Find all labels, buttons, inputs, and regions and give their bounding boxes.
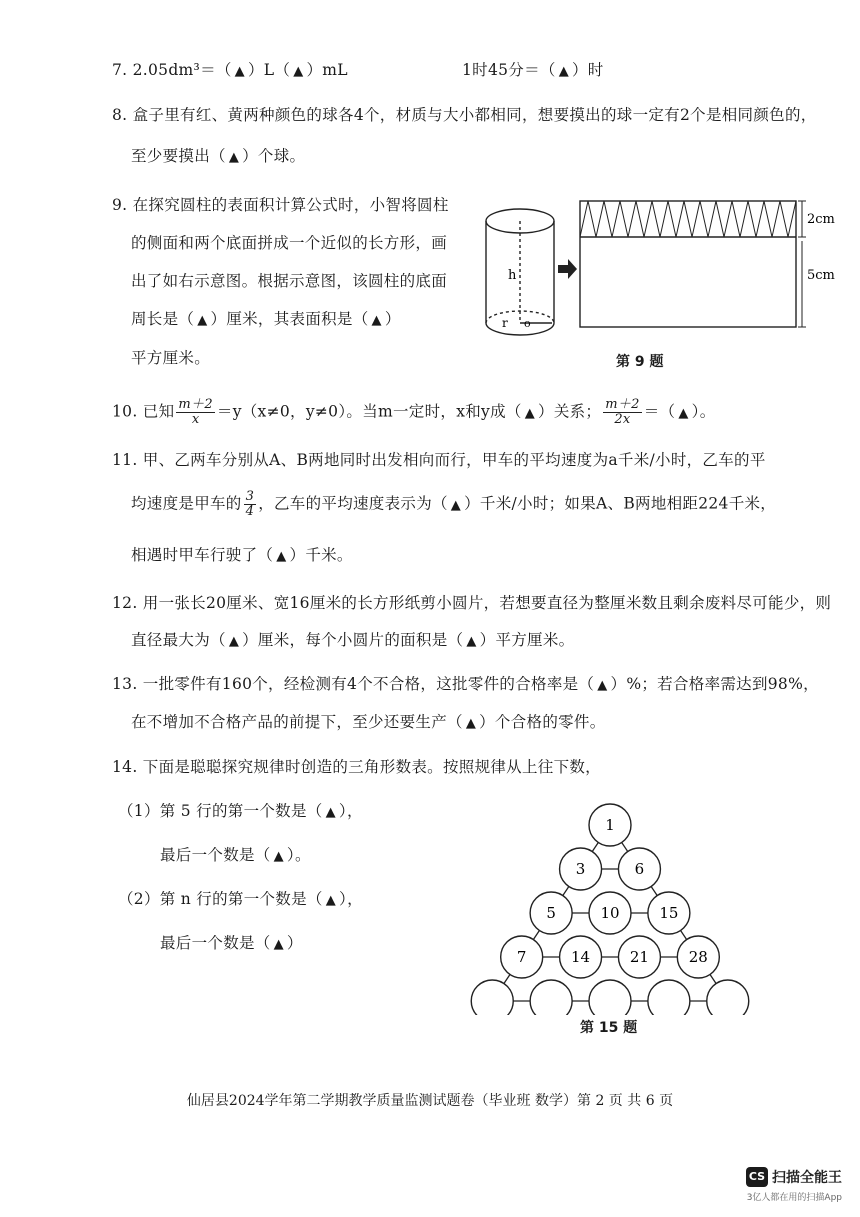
q14-text-4b: ） [286,934,303,952]
answer-blank-marker: ▲ [325,805,336,820]
q7-text-1: 2.05dm³＝（ [132,61,232,79]
question-7 [112,60,348,82]
q14-text-3a: （2）第 n 行的第一个数是（ [118,890,323,908]
figure-15-caption: 第 15 题 [580,1020,638,1036]
q12-text-b: ）厘米，每个小圆片的面积是（ [242,631,464,649]
answer-blank-marker: ▲ [293,64,304,79]
q14-text-3b: ）， [339,890,363,908]
q10-text-c: ）关系； [538,402,602,421]
answer-blank-marker: ▲ [678,405,689,421]
question-9-line-4 [131,309,401,331]
cylinder-radius-label: r [502,316,508,330]
cylinder-center-label: o [524,317,531,330]
question-14-part-1 [118,801,363,823]
fraction-numerator: m＋2 [605,397,640,412]
q9-text-c: ） [384,310,401,328]
q11-text-c: ）千米/小时；如果A、B两地相距224千米， [464,494,777,513]
answer-blank-marker: ▲ [276,549,287,564]
number-circle [471,980,513,1015]
question-14-part-1-last [160,845,311,867]
question-11-line-3 [131,545,353,567]
cylinder-unfold-figure [480,195,840,345]
answer-blank-marker: ▲ [325,893,337,908]
q10-text-a: 10. 已知 [112,402,175,421]
q7-text-3: ）mL [306,61,348,79]
q7-text-4: 1时45分＝（ [462,61,556,79]
answer-blank-marker: ▲ [228,634,240,649]
question-14-intro: 14. 下面是聪聪探究规律时创造的三角形数表。按照规律从上往下数， [112,758,601,776]
q13-text-a: 13. 一批零件有160个，经检测有4个不合格，这批零件的合格率是（ [112,675,595,693]
number-circle-value: 7 [516,948,527,966]
answer-blank-marker: ▲ [228,150,240,165]
cylinder-height-label: h [508,268,517,283]
number-circle [707,980,749,1015]
q9-text-a: 周长是（ [131,310,195,328]
camscanner-logo-icon: CS [746,1167,768,1187]
question-9-line-2: 的侧面和两个底面拼成一个近似的长方形，画 [131,234,448,252]
q14-text-2a: 最后一个数是（ [160,846,271,864]
number-circle-value: 28 [688,948,708,966]
q14-text-1b: ）， [338,802,363,820]
q13-text-c: 在不增加不合格产品的前提下，至少还要生产（ [131,713,463,731]
question-10 [112,398,716,432]
cylinder-drawing [486,209,554,335]
q14-text-1a: （1）第 5 行的第一个数是（ [118,802,323,820]
number-circle-value: 10 [600,904,620,922]
question-9-line-5: 平方厘米。 [131,349,211,367]
dimension-5cm-label: 5cm [807,268,835,283]
right-arrow-icon [558,259,577,279]
answer-blank-marker: ▲ [234,64,245,79]
number-circle-value: 1 [605,816,615,834]
fraction-numerator: m＋2 [178,397,213,412]
q13-text-b: ）%；若合格率需达到98%， [610,675,819,693]
fraction-denominator: 2x [614,412,631,427]
answer-blank-marker: ▲ [450,497,462,513]
q8-text-b: ）个球。 [242,147,306,165]
question-8-line-2 [131,146,305,168]
q12-text-c: ）平方厘米。 [479,631,575,649]
question-8-line-1: 8. 盒子里有红、黄两种颜色的球各4个，材质与大小都相同，想要摸出的球一定有2个是相同颜色的， [112,106,817,124]
zigzag-sectors [580,201,796,237]
q11-text-e: ）千米。 [289,546,353,564]
dimension-2cm-label: 2cm [807,212,835,227]
fraction-three-quarters [244,490,257,519]
number-circle [530,980,572,1015]
q10-text-b: ＝y（x≠0，y≠0）。当m一定时，x和y成（ [216,402,522,421]
watermark-tagline: 3亿人都在用的扫描App [746,1192,842,1203]
answer-blank-marker: ▲ [273,849,284,864]
number-circle [589,980,631,1015]
number-circle [648,980,690,1015]
q9-text-b: ）厘米，其表面积是（ [210,310,369,328]
answer-blank-marker: ▲ [466,634,477,649]
question-9-line-3: 出了如右示意图。根据示意图，该圆柱的底面 [131,272,448,290]
fraction-m-plus-2-over-2x [603,398,642,427]
answer-blank-marker: ▲ [465,716,477,731]
triangle-number-table [460,795,760,1015]
answer-blank-marker: ▲ [371,313,382,328]
q7-text-5: ）时 [572,61,604,79]
answer-blank-marker: ▲ [197,313,208,328]
question-14-part-2 [118,889,363,911]
figure-9-caption: 第 9 题 [616,354,664,370]
q11-text-d: 相遇时甲车行驶了（ [131,546,274,564]
q11-text-b: ，乙车的平均速度表示为（ [258,494,448,513]
question-11-line-1: 11. 甲、乙两车分别从A、B两地同时出发相向而行，甲车的平均速度为a千米/小时，乙车的平 [112,451,766,469]
q10-text-d: ＝（ [643,402,676,421]
question-13-line-2 [131,712,606,734]
q10-text-e: ）。 [691,402,716,421]
fraction-denominator: x [191,412,200,427]
number-circle-value: 14 [571,948,591,966]
question-7-time [462,60,604,82]
question-13-line-1 [112,674,819,696]
question-12-line-2 [131,630,574,652]
watermark-name: 扫描全能王 [772,1169,842,1186]
answer-blank-marker: ▲ [597,678,608,693]
q7-text-2: ）L（ [247,61,291,79]
q14-text-4a: 最后一个数是（ [160,934,271,952]
scanner-watermark [746,1166,842,1203]
answer-blank-marker: ▲ [273,937,284,952]
number-circle-value: 15 [659,904,679,922]
question-14-part-2-last [160,933,303,955]
answer-blank-marker: ▲ [524,405,536,421]
number-circle-value: 5 [546,904,556,922]
number-circle-value: 21 [629,948,649,966]
unfolded-rectangle [580,201,806,327]
q7-number: 7. [112,61,128,79]
question-9-line-1: 9. 在探究圆柱的表面积计算公式时，小智将圆柱 [112,196,449,214]
q12-text-a: 直径最大为（ [131,631,226,649]
fraction-denominator: 4 [245,504,255,519]
fraction-numerator: 3 [245,489,255,504]
answer-blank-marker: ▲ [558,64,569,79]
number-circle-value: 3 [575,860,586,878]
fraction-m-plus-2-over-x [176,398,215,427]
question-12-line-1: 12. 用一张长20厘米、宽16厘米的长方形纸剪小圆片，若想要直径为整厘米数且剩余废料尽可能少，则 [112,594,832,612]
q8-text-a: 至少要摸出（ [131,147,226,165]
page-footer: 仙居县2024学年第二学期教学质量监测试题卷（毕业班 数学）第 2 页 共 6 页 [186,1093,674,1109]
q11-text-a: 均速度是甲车的 [131,494,242,513]
number-circle-value: 6 [634,860,645,878]
q14-text-2b: ）。 [286,846,311,864]
q13-text-d: ）个合格的零件。 [479,713,606,731]
question-11-line-2 [131,490,776,526]
